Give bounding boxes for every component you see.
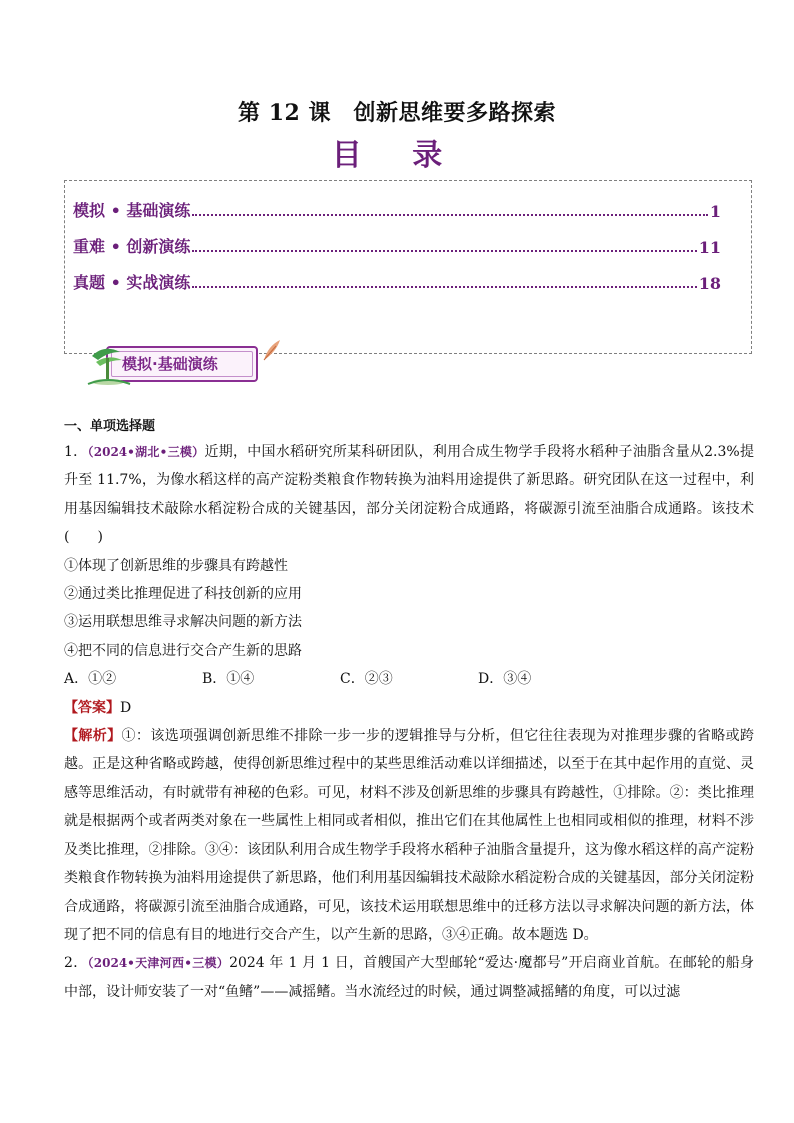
question-source: （2024•天津河西•三模） xyxy=(87,956,230,971)
question-number: 1． xyxy=(64,444,88,460)
choice-b[interactable]: B．①④ xyxy=(202,671,255,688)
section-title: 一、单项选择题 xyxy=(64,419,156,434)
section-badge xyxy=(86,338,262,386)
toc-entry-page: 11 xyxy=(698,238,721,257)
questions xyxy=(64,410,754,1006)
toc-entry[interactable] xyxy=(73,233,721,257)
badge-label: 模拟·基础演练 xyxy=(122,355,218,373)
toc-entry[interactable] xyxy=(73,197,721,221)
statement-option: ①体现了创新思维的步骤具有跨越性 xyxy=(64,557,288,574)
choice-a[interactable]: A．①② xyxy=(64,671,117,688)
toc-heading: 目 录 xyxy=(331,138,463,173)
analysis-label: 【解析】 xyxy=(64,728,122,745)
question-text: 2024 年 1 月 1 日，首艘国产大型邮轮“爱达·魔都号”开启商业首航。在邮轮的船身中部，设计师安装了一对“鱼鳍”——减摇鳍。当水流经过的时候，通过调整减摇鳍的角度，可以过滤 xyxy=(64,955,754,1000)
question-source: （2024•湖北•三模） xyxy=(87,445,205,459)
answer-choices xyxy=(64,665,754,693)
toc-entry[interactable] xyxy=(73,269,721,293)
question-stem xyxy=(64,438,754,552)
question-2 xyxy=(64,949,754,1006)
question-stem xyxy=(64,949,754,1006)
toc-entry-page: 18 xyxy=(698,274,721,293)
answer-value: D xyxy=(120,699,132,716)
toc-entry-label: 真题 • 实战演练 xyxy=(73,273,191,292)
question-number: 2． xyxy=(64,955,88,972)
page-title: 第 12 课 创新思维要多路探索 xyxy=(238,100,556,126)
question-1 xyxy=(64,438,754,949)
table-of-contents xyxy=(64,180,752,354)
analysis xyxy=(64,722,754,949)
toc-leader-dots xyxy=(192,214,707,216)
statement-option: ②通过类比推理促进了科技创新的应用 xyxy=(64,586,302,603)
answer-label: 【答案】 xyxy=(64,699,120,716)
question-text: 近期，中国水稻研究所某科研团队，利用合成生物学手段将水稻种子油脂含量从2.3%提升至 11.7%，为像水稻这样的高产淀粉类粮食作物转换为油料用途提供了新思路。研究团队在这一过程中，利用基因编辑技术敲除水稻淀粉合成的关键基因，部分关闭淀粉合成通路，将碳源引流至油脂合成通路。该技术( ) xyxy=(64,444,754,546)
toc-leader-dots xyxy=(192,286,696,288)
toc-entry-label: 模拟 • 基础演练 xyxy=(73,201,191,220)
leaf-icon xyxy=(262,338,282,362)
choice-d[interactable]: D．③④ xyxy=(478,671,532,688)
answer-line xyxy=(64,694,754,722)
toc-entry-label: 重难 • 创新演练 xyxy=(73,237,191,256)
statement-option: ④把不同的信息进行交合产生新的思路 xyxy=(64,642,302,659)
analysis-text: ①：该选项强调创新思维不排除一步一步的逻辑推导与分析，但它往往表现为对推理步骤的省略或跨越。正是这种省略或跨越，使得创新思维过程中的某些思维活动难以详细描述，以至于在其中起作用的直觉、灵感等思维活动，有时就带有神秘的色彩。可见，材料不涉及创新思维的步骤具有跨越性，①排除。②：类比推理就是根据两个或者两类对象在一些属性上相同或者相似，推出它们在其他属性上也相同或相似的推理，材料不涉及类比推理，②排除。③④：该团队利用合成生物学手段将水稻种子油脂含量提升，这为像水稻这样的高产淀粉类粮食作物转换为油料用途提供了新思路，他们利用基因编辑技术敲除水稻淀粉合成的关键基因，部分关闭淀粉合成通路，将碳源引流至油脂合成通路，可见，该技术运用联想思维中的迁移方法以寻求解决问题的新方法，体现了把不同的信息有目的地进行交合产生，以产生新的思路，③④正确。故本题选 D。 xyxy=(64,728,755,943)
toc-entry-page: 1 xyxy=(709,202,721,221)
statement-option: ③运用联想思维寻求解决问题的新方法 xyxy=(64,614,302,631)
choice-c[interactable]: C．②③ xyxy=(340,671,393,688)
toc-leader-dots xyxy=(192,250,696,252)
